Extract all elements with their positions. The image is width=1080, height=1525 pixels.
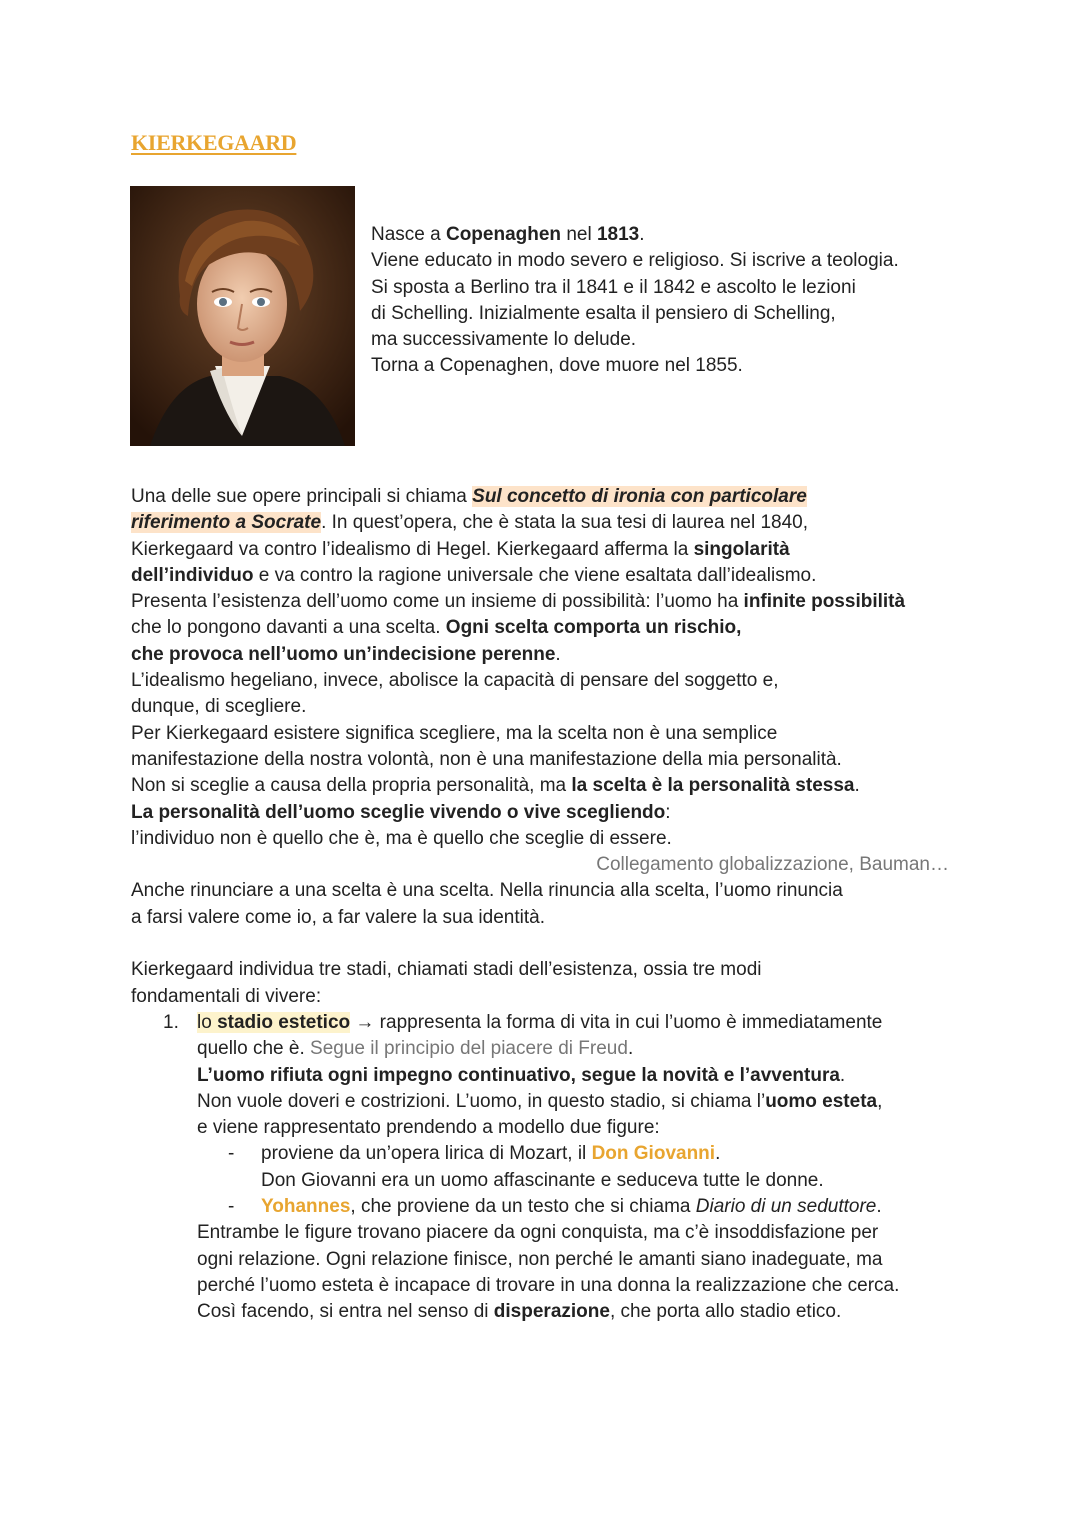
text-line: L’idealismo hegeliano, invece, abolisce la capacità di pensare del soggetto e, — [131, 670, 779, 692]
text: proviene da un’opera lirica di Mozart, il — [261, 1143, 592, 1165]
text: . — [627, 1038, 634, 1060]
text-line — [131, 800, 991, 826]
orange-name: Yohannes — [261, 1196, 351, 1218]
bold-text: disperazione — [493, 1301, 610, 1323]
text: Così facendo, si entra nel senso di — [197, 1301, 494, 1323]
bold-text: Ogni scelta comporta un rischio, — [445, 617, 742, 639]
bio-line: Torna a Copenaghen, dove muore nel 1855. — [371, 355, 743, 377]
text-line: Per Kierkegaard esistere significa scegliere, ma la scelta non è una semplice — [131, 722, 778, 744]
italic-title: Diario di un seduttore — [695, 1196, 877, 1218]
text-line — [131, 773, 991, 799]
bold-text: uomo esteta — [765, 1090, 878, 1112]
text-line: Kierkegaard individua tre stadi, chiamati stadi dell’esistenza, ossia tre modi — [131, 959, 762, 981]
bio-line: Si sposta a Berlino tra il 1841 e il 1842 e ascolto le lezioni — [371, 276, 856, 298]
bold-text: La personalità dell’uomo sceglie vivendo o vive scegliendo — [131, 801, 666, 823]
bio-text: Nasce a — [371, 224, 446, 245]
text-line — [131, 510, 991, 536]
text: lo — [197, 1011, 218, 1033]
text-line: Anche rinunciare a una scelta è una scelta. Nella rinuncia alla scelta, l’uomo rinuncia — [131, 880, 843, 902]
bio-text: . — [639, 224, 645, 245]
dash-bullet: - — [228, 1143, 235, 1165]
bio-bold-year: 1813 — [596, 224, 640, 245]
biography-block — [371, 222, 899, 380]
bio-line: Viene educato in modo severo e religioso. Si iscrive a teologia. — [371, 250, 899, 272]
text: . — [876, 1196, 882, 1218]
text-line — [131, 1299, 991, 1325]
highlighted-work-title: Sul concetto di ironia con particolare — [472, 486, 807, 507]
bold-text: L’uomo rifiuta ogni impegno continuativo, segue la novità e l’avventura — [197, 1064, 840, 1086]
text: . — [555, 643, 561, 665]
list-item-stage — [131, 1010, 991, 1036]
page-title: KIERKEGAARD — [131, 130, 297, 155]
text: , che proviene da un testo che si chiama — [350, 1196, 696, 1218]
text: che lo pongono davanti a una scelta. — [131, 617, 446, 639]
text-line: l’individuo non è quello che è, ma è quello che sceglie di essere. — [131, 827, 672, 849]
text-line: e viene rappresentato prendendo a modello due figure: — [197, 1117, 660, 1139]
grey-text: Segue il principio del piacere di Freud — [310, 1038, 628, 1060]
bio-text: nel — [561, 224, 597, 245]
text: quello che è. — [197, 1038, 311, 1060]
bio-line — [371, 222, 899, 248]
bio-line: ma successivamente lo delude. — [371, 329, 637, 351]
text-line: Entrambe le figure trovano piacere da ogni conquista, ma c’è insoddisfazione per — [197, 1222, 879, 1244]
portrait-image — [130, 186, 355, 446]
text: . In quest’opera, che è stata la sua tesi di laurea nel 1840, — [321, 512, 809, 534]
text: , che porta allo stadio etico. — [609, 1301, 842, 1323]
bio-line: di Schelling. Inizialmente esalta il pensiero di Schelling, — [371, 302, 836, 324]
highlighted-phrase — [197, 1012, 350, 1033]
spacer — [131, 931, 991, 957]
bold-text: che provoca nell’uomo un’indecisione perenne — [131, 643, 556, 665]
highlighted-work-title: riferimento a Socrate — [131, 512, 322, 534]
text-line — [131, 1089, 991, 1115]
text-line — [131, 1036, 991, 1062]
text-line — [131, 589, 991, 615]
text-line — [131, 615, 991, 641]
text: . — [715, 1143, 721, 1165]
bold-text: dell’individuo — [131, 564, 254, 586]
text: Una delle sue opere principali si chiama — [131, 486, 473, 507]
bold-text: la scelta è la personalità stessa — [571, 775, 855, 797]
bold-text: stadio estetico — [217, 1011, 351, 1033]
text: . — [839, 1064, 846, 1086]
text: Kierkegaard va contro l’idealismo di Hegel. Kierkegaard afferma la — [131, 538, 694, 560]
text: . — [854, 775, 860, 797]
text: Presenta l’esistenza dell’uomo come un insieme di possibilità: l’uomo ha — [131, 591, 744, 613]
portrait-illustration — [130, 186, 355, 446]
text-line — [131, 537, 991, 563]
dash-bullet: - — [228, 1196, 235, 1218]
bold-text: infinite possibilità — [743, 591, 906, 613]
bold-text: singolarità — [693, 538, 790, 560]
text: e va contro la ragione universale che viene esaltata dall’idealismo. — [253, 564, 817, 586]
text-line — [131, 563, 991, 589]
sub-list-item — [131, 1194, 991, 1220]
text-line: dunque, di scegliere. — [131, 696, 307, 718]
text-line: a farsi valere come io, a far valere la sua identità. — [131, 906, 545, 928]
text: Non si sceglie a causa della propria personalità, ma — [131, 775, 572, 797]
orange-name: Don Giovanni — [591, 1143, 716, 1165]
side-note: Collegamento globalizzazione, Bauman… — [596, 854, 949, 876]
text-line: perché l’uomo esteta è incapace di trovare in una donna la realizzazione che cerca. — [197, 1274, 900, 1296]
text-line — [131, 1063, 991, 1089]
text: Non vuole doveri e costrizioni. L’uomo, in questo stadio, si chiama l’ — [197, 1090, 766, 1112]
text: , — [877, 1090, 883, 1112]
text: : — [665, 801, 671, 823]
text-line: Don Giovanni era un uomo affascinante e seduceva tutte le donne. — [261, 1169, 824, 1191]
text-line: manifestazione della nostra volontà, non è una manifestazione della mia personalità. — [131, 748, 842, 770]
text-line: fondamentali di vivere: — [131, 985, 322, 1007]
text-line: ogni relazione. Ogni relazione finisce, non perché le amanti siano inadeguate, ma — [197, 1248, 883, 1270]
list-number: 1. — [163, 1011, 179, 1033]
text-line — [131, 484, 991, 510]
text: → rappresenta la forma di vita in cui l’uomo è immediatamente — [350, 1011, 883, 1033]
bio-bold-city: Copenaghen — [445, 224, 562, 245]
text-line — [131, 642, 991, 668]
main-text — [131, 484, 991, 1326]
sub-list-item — [131, 1141, 991, 1167]
